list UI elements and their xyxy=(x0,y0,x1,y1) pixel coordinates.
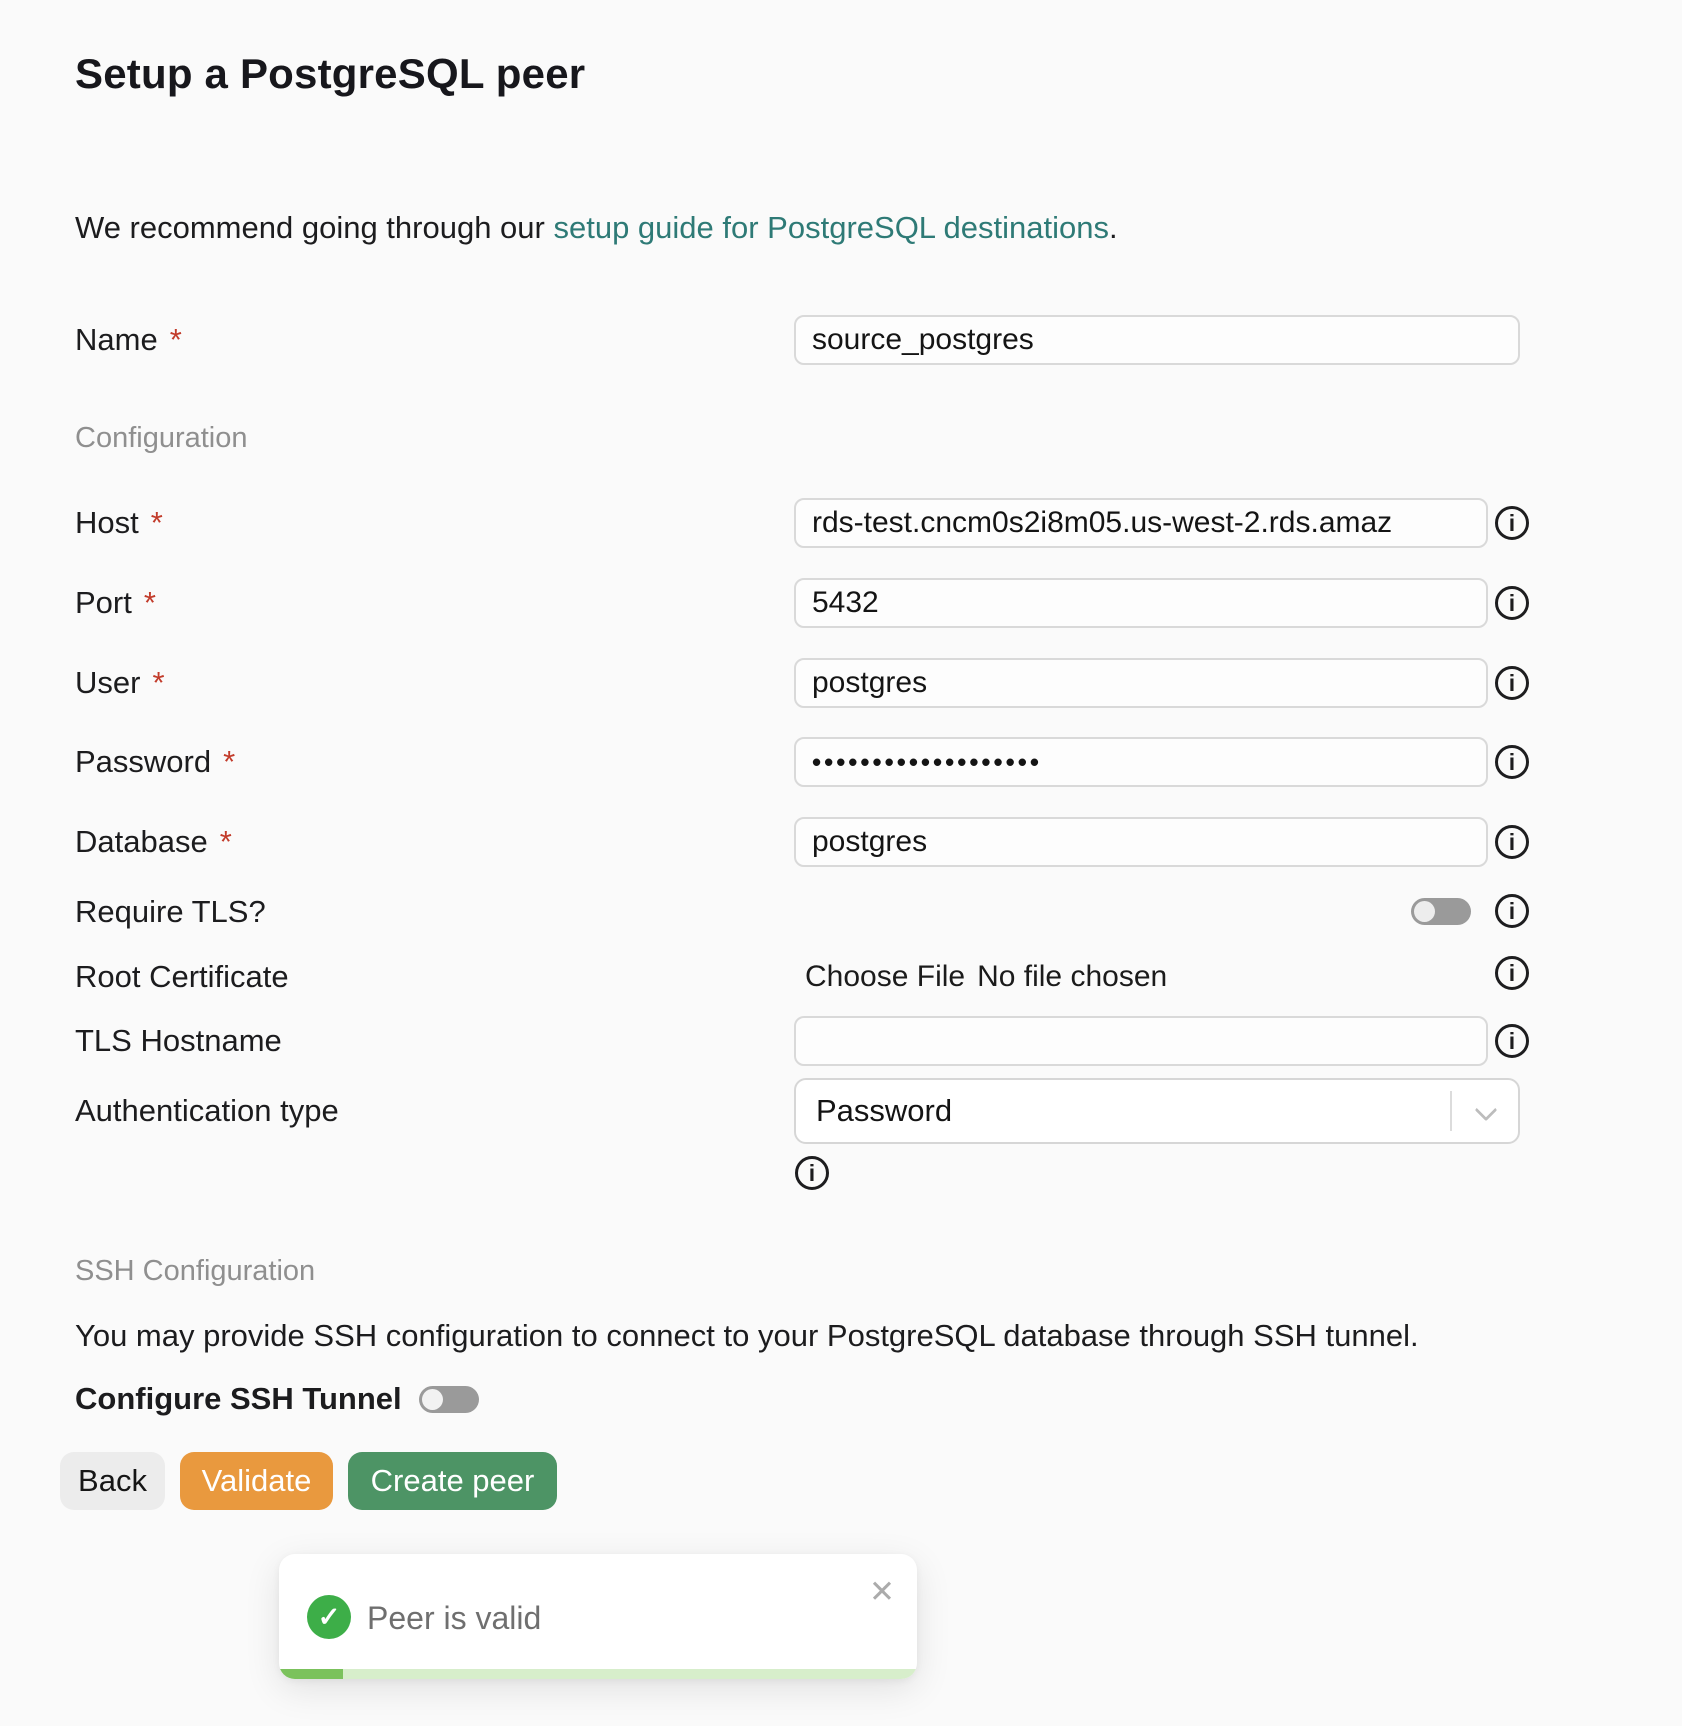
password-label: Password * xyxy=(75,744,236,779)
select-divider xyxy=(1450,1091,1452,1131)
root-certificate-file-input[interactable] xyxy=(805,960,1167,994)
toast-progress-fill xyxy=(279,1669,343,1679)
required-asterisk: * xyxy=(150,505,163,540)
configuration-section-label: Configuration xyxy=(75,422,248,454)
auth-type-selected-value: Password xyxy=(816,1093,953,1128)
peer-valid-toast xyxy=(279,1554,917,1679)
chevron-down-icon[interactable] xyxy=(1475,1099,1498,1122)
toggle-knob xyxy=(1414,901,1435,922)
intro-prefix: We recommend going through our xyxy=(75,210,554,245)
configure-ssh-tunnel-label: Configure SSH Tunnel xyxy=(75,1381,402,1416)
toast-message: Peer is valid xyxy=(367,1600,542,1636)
toggle-knob xyxy=(422,1389,443,1410)
name-input[interactable] xyxy=(794,315,1520,365)
choose-file-button[interactable]: Choose File xyxy=(805,960,966,993)
port-input[interactable] xyxy=(794,578,1488,628)
port-label: Port * xyxy=(75,585,156,620)
user-info-icon[interactable]: i xyxy=(1495,666,1529,700)
password-info-icon[interactable]: i xyxy=(1495,745,1529,779)
success-check-icon: ✓ xyxy=(307,1595,351,1639)
root-certificate-label: Root Certificate xyxy=(75,959,289,994)
password-input[interactable] xyxy=(794,737,1488,787)
validate-button[interactable]: Validate xyxy=(180,1452,333,1510)
intro-suffix: . xyxy=(1108,210,1118,245)
name-label: Name * xyxy=(75,322,182,357)
required-asterisk: * xyxy=(169,322,182,357)
back-button[interactable]: Back xyxy=(60,1452,165,1510)
create-peer-button[interactable]: Create peer xyxy=(348,1452,557,1510)
database-input[interactable] xyxy=(794,817,1488,867)
host-info-icon[interactable]: i xyxy=(1495,506,1529,540)
database-info-icon[interactable]: i xyxy=(1495,825,1529,859)
tls-hostname-label: TLS Hostname xyxy=(75,1023,282,1058)
ssh-section-label: SSH Configuration xyxy=(75,1255,316,1287)
host-label: Host * xyxy=(75,505,163,540)
intro-text xyxy=(75,210,1118,246)
require-tls-label: Require TLS? xyxy=(75,894,266,929)
toast-progress-track xyxy=(279,1669,917,1679)
host-input[interactable] xyxy=(794,498,1488,548)
required-asterisk: * xyxy=(219,824,232,859)
auth-type-info-icon[interactable]: i xyxy=(795,1156,829,1190)
tls-hostname-input[interactable] xyxy=(794,1016,1488,1066)
required-asterisk: * xyxy=(143,585,156,620)
close-icon[interactable]: ✕ xyxy=(869,1574,895,1609)
port-info-icon[interactable]: i xyxy=(1495,586,1529,620)
required-asterisk: * xyxy=(223,744,236,779)
setup-guide-link[interactable]: setup guide for PostgreSQL destinations xyxy=(553,210,1109,245)
auth-type-select[interactable] xyxy=(794,1078,1520,1144)
page-title: Setup a PostgreSQL peer xyxy=(75,50,586,97)
require-tls-toggle[interactable] xyxy=(1411,898,1471,925)
file-chosen-status: No file chosen xyxy=(977,960,1168,993)
configure-ssh-tunnel-toggle[interactable] xyxy=(419,1386,479,1413)
tls-hostname-info-icon[interactable]: i xyxy=(1495,1024,1529,1058)
root-certificate-info-icon[interactable]: i xyxy=(1495,956,1529,990)
required-asterisk: * xyxy=(152,665,165,700)
user-label: User * xyxy=(75,665,165,700)
auth-type-label: Authentication type xyxy=(75,1093,339,1128)
require-tls-info-icon[interactable]: i xyxy=(1495,894,1529,928)
database-label: Database * xyxy=(75,824,232,859)
user-input[interactable] xyxy=(794,658,1488,708)
ssh-description: You may provide SSH configuration to connect to your PostgreSQL database through SSH tunnel. xyxy=(75,1318,1419,1353)
